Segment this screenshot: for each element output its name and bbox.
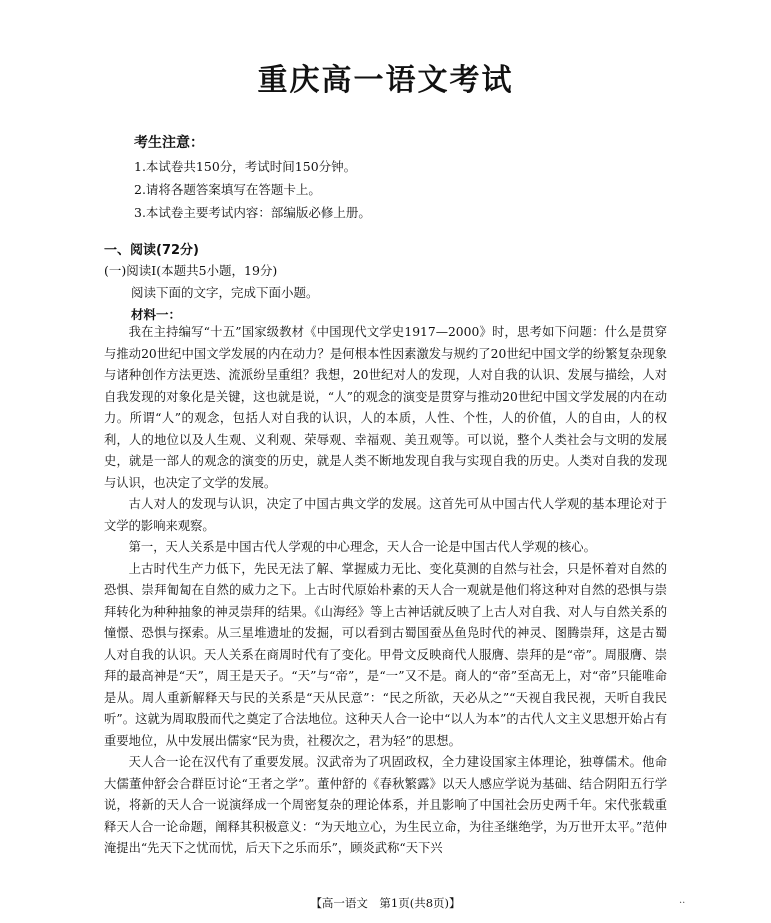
section-heading: 一、阅读(72分) bbox=[104, 243, 199, 258]
reading-instruction: 阅读下面的文字，完成下面小题。 bbox=[131, 285, 319, 300]
paragraph: 我在主持编写“十五”国家级教材《中国现代文学史1917—2000》时，思考如下问题：什么是贯穿与推动20世纪中国文学发展的内在动力？是何根本性因素激发与规约了20世纪中国文学的纷繁复杂现象与诸种创作方法更迭、流派纷呈重组？我想，20世纪对人的发现，人对自我的认识、发展与描绘，人对自我发现的对象化是关键，这也就是说，“人”的观念的演变是贯穿与推动20世纪中国文学发展的内在动力。所谓“人”的观念，包括人对自我的认识，人的本质，人性、个性，人的价值，人的自由，人的权利，人的地位以及人生观、义利观、荣辱观、幸福观、美丑观等。可以说，整个人类社会与文明的发展史，就是一部人的观念的演变的历史，就是人类不断地发现自我与实现自我的历史。人类对自我的发现与认识，也决定了文学的发展。 bbox=[104, 325, 667, 490]
page-footer: 【高一语文 第1页(共8页)】 bbox=[310, 896, 461, 910]
material-label: 材料一： bbox=[131, 307, 182, 322]
page-title: 重庆高一语文考试 bbox=[257, 63, 514, 98]
paragraph: 古人对人的发现与认识，决定了中国古典文学的发展。这首先可从中国古代人学观的基本理论对于文学的影响来观察。 bbox=[104, 497, 667, 533]
notice-item: 2.请将各题答案填写在答题卡上。 bbox=[134, 182, 321, 197]
material-body bbox=[104, 322, 667, 860]
paragraph: 天人合一论在汉代有了重要发展。汉武帝为了巩固政权，全力建设国家主体理论，独尊儒术。他命大儒董仲舒会合群臣讨论“王者之学”。董仲舒的《春秋繁露》以天人感应学说为基础、结合阴阳五行学说，将新的天人合一说演绎成一个周密复杂的理论体系，并且影响了中国社会历史两千年。宋代张载重释天人合一论命题，阐释其积极意义：“为天地立心，为生民立命，为往圣继绝学，为万世开太平。”范仲淹提出“先天下之忧而忧，后天下之乐而乐”，顾炎武称“天下兴 bbox=[104, 755, 667, 855]
corner-mark: ·· bbox=[679, 898, 686, 909]
notice-item: 1.本试卷共150分，考试时间150分钟。 bbox=[134, 159, 357, 174]
notice-heading: 考生注意： bbox=[134, 135, 204, 151]
paragraph: 上古时代生产力低下，先民无法了解、掌握威力无比、变化莫测的自然与社会，只是怀着对自然的恐惧、崇拜匍匐在自然的威力之下。上古时代原始朴素的天人合一观就是他们将这种对自然的恐惧与崇拜转化为种种抽象的神灵崇拜的结果。《山海经》等上古神话就反映了上古人对自我、对人与自然关系的憧憬、恐惧与探索。从三星堆遗址的发掘，可以看到古蜀国蚕丛鱼凫时代的神灵、图腾崇拜，这是古蜀人对自我的认识。天人关系在商周时代有了变化。甲骨文反映商代人服膺、崇拜的是“帝”。周服膺、崇拜的最高神是“天”，周王是天子。“天”与“帝”，是“一”又不是。商人的“帝”至高无上，对“帝”只能唯命是从。周人重新解释天与民的关系是“天从民意”：“民之所欲，天必从之”“天视自我民视，天听自我民听”。这就为周取殷而代之奠定了合法地位。这种天人合一论中“以人为本”的古代人文主义思想开始占有重要地位，从中发展出儒家“民为贵，社稷次之，君为轻”的思想。 bbox=[104, 561, 667, 748]
section-subheading: (一)阅读Ⅰ(本题共5小题，19分) bbox=[104, 263, 278, 278]
notice-item: 3.本试卷主要考试内容：部编版必修上册。 bbox=[134, 205, 371, 220]
notice-list bbox=[134, 155, 371, 224]
paragraph: 第一，天人关系是中国古代人学观的中心理念，天人合一论是中国古代人学观的核心。 bbox=[128, 540, 596, 554]
